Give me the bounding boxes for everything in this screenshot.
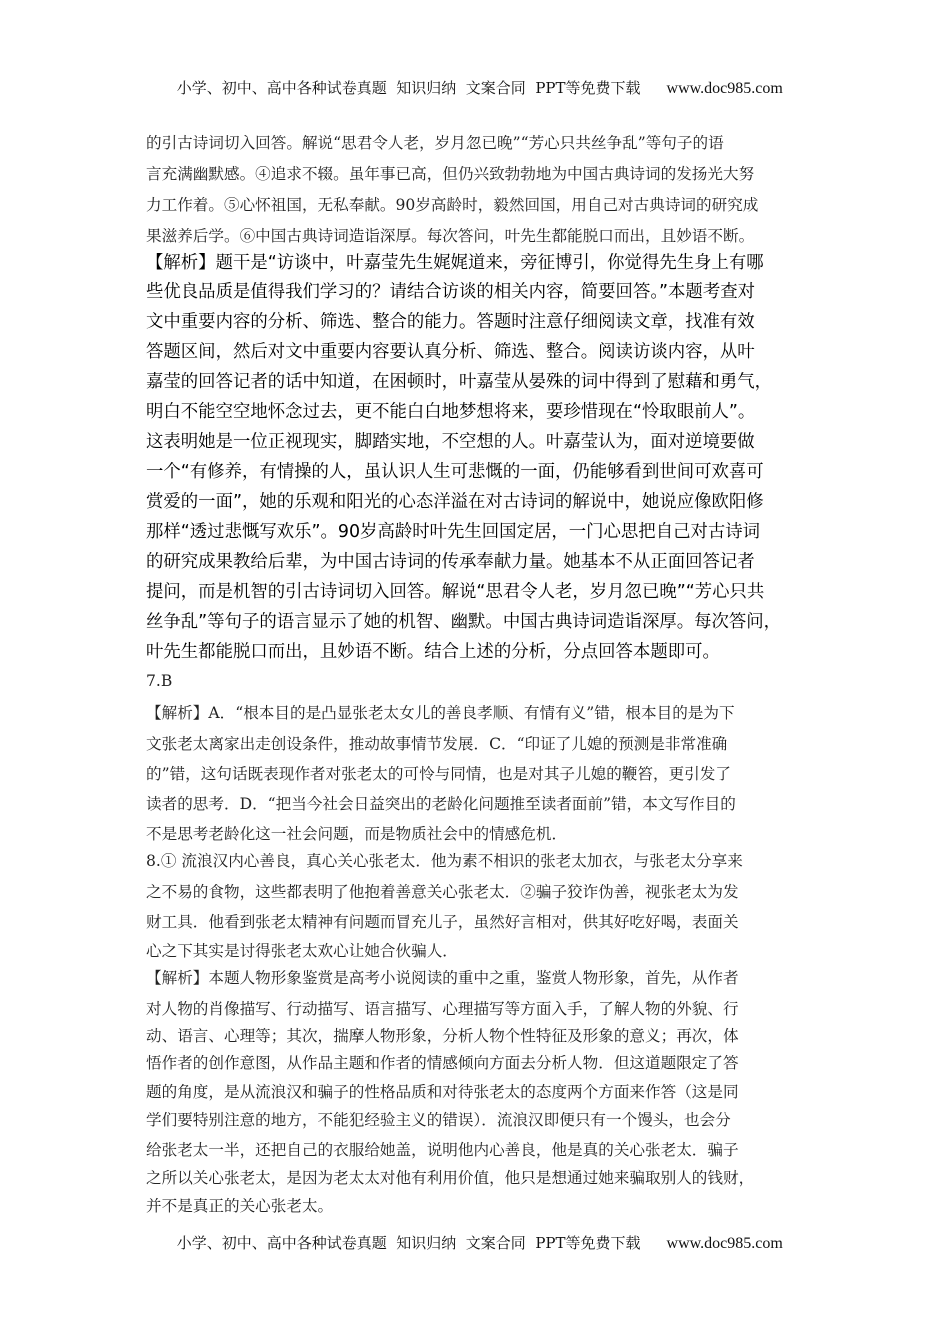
text-line: 悟作者的创作意图，从作品主题和作者的情感倾向方面去分析人物．但这道题限定了答 (146, 1054, 739, 1072)
text-line: 【解析】A．“根本目的是凸显张老太女儿的善良孝顺、有情有义”错，根本目的是为下 (146, 704, 735, 722)
text-line: 文张老太离家出走创设条件，推动故事情节发展．C．“印证了儿媳的预测是非常准确 (146, 735, 728, 753)
footer-text: 小学、初中、高中各种试卷真题 知识归纳 文案合同 PPT等免费下载 (176, 1234, 641, 1252)
text-line: 之不易的食物，这些都表明了他抱着善意关心张老太．②骗子狡诈伪善，视张老太为发 (146, 883, 739, 901)
header-site[interactable]: www.doc985.com (666, 80, 783, 97)
analysis-line: 一个“有修养，有情操的人，虽认识人生可悲慨的一面，仍能够看到世间可欢喜可 (146, 462, 764, 482)
page-header (0, 59, 950, 98)
text-line: 学们要特别注意的地方，不能犯经验主义的错误）．流浪汉即便只有一个馒头，也会分 (146, 1111, 731, 1129)
analysis-line: 丝争乱”等句子的语言显示了她的机智、幽默。中国古典诗词造诣深厚。每次答问， (146, 612, 782, 632)
text-line: 读者的思考．D．“把当今社会日益突出的老龄化问题推至读者面前”错，本文写作目的 (146, 795, 736, 813)
page-footer (0, 1214, 950, 1253)
text-line: 不是思考老龄化这一社会问题，而是物质社会中的情感危机． (146, 825, 568, 843)
text-line: 心之下其实是讨得张老太欢心让她合伙骗人． (146, 942, 458, 960)
analysis-line: 那样“透过悲慨写欢乐”。90岁高龄时叶先生回国定居，一门心思把自己对古诗词 (146, 522, 761, 542)
text-line: 并不是真正的关心张老太。 (146, 1197, 334, 1215)
analysis-line: 答题区间，然后对文中重要内容要认真分析、筛选、整合。阅读访谈内容，从叶 (146, 342, 755, 362)
analysis-line: 赏爱的一面”，她的乐观和阳光的心态洋溢在对古诗词的解说中，她说应像欧阳修 (146, 492, 764, 512)
analysis-line: 文中重要内容的分析、筛选、整合的能力。答题时注意仔细阅读文章，找准有效 (146, 312, 755, 332)
text-line: 8.① 流浪汉内心善良，真心关心张老太．他为素不相识的张老太加衣，与张老太分享来 (146, 852, 743, 870)
analysis-line: 些优良品质是值得我们学习的？请结合访谈的相关内容，简要回答。”本题考查对 (146, 282, 755, 302)
text-line: 财工具．他看到张老太精神有问题而冒充儿子，虽然好言相对，供其好吃好喝，表面关 (146, 913, 739, 931)
answer-number: 7.B (146, 672, 173, 690)
text-line: 对人物的肖像描写、行动描写、语言描写、心理描写等方面入手，了解人物的外貌、行 (146, 1000, 739, 1018)
text-line: 言充满幽默感。④追求不辍。虽年事已高，但仍兴致勃勃地为中国古典诗词的发扬光大努 (146, 165, 755, 183)
analysis-line: 这表明她是一位正视现实，脚踏实地，不空想的人。叶嘉莹认为，面对逆境要做 (146, 432, 755, 452)
text-line: 【解析】本题人物形象鉴赏是高考小说阅读的重中之重，鉴赏人物形象，首先，从作者 (146, 969, 739, 987)
analysis-line: 叶先生都能脱口而出，且妙语不断。结合上述的分析，分点回答本题即可。 (146, 642, 720, 662)
text-line: 力工作着。⑤心怀祖国，无私奉献。90岁高龄时，毅然回国，用自己对古典诗词的研究成 (146, 196, 759, 214)
header-text: 小学、初中、高中各种试卷真题 知识归纳 文案合同 PPT等免费下载 (176, 79, 641, 97)
text-line: 的”错，这句话既表现作者对张老太的可怜与同情，也是对其子儿媳的鞭笞，更引发了 (146, 765, 731, 783)
analysis-line: 【解析】题干是“访谈中，叶嘉莹先生娓娓道来，旁征博引，你觉得先生身上有哪 (146, 253, 764, 273)
analysis-line: 明白不能空空地怀念过去，更不能白白地梦想将来，要珍惜现在“怜取眼前人”。 (146, 402, 756, 422)
text-line: 题的角度，是从流浪汉和骗子的性格品质和对待张老太的态度两个方面来作答（这是同 (146, 1083, 739, 1101)
text-line: 之所以关心张老太，是因为老太太对他有利用价值，他只是想通过她来骗取别人的钱财， (146, 1169, 755, 1187)
text-line: 动、语言、心理等；其次，揣摩人物形象，分析人物个性特征及形象的意义；再次，体 (146, 1027, 739, 1045)
text-line: 果滋养后学。⑥中国古典诗词造诣深厚。每次答问，叶先生都能脱口而出，且妙语不断。 (146, 227, 755, 245)
analysis-line: 提问，而是机智的引古诗词切入回答。解说“思君令人老，岁月忽已晚”“芳心只共 (146, 582, 765, 602)
footer-site[interactable]: www.doc985.com (666, 1235, 783, 1252)
analysis-line: 嘉莹的回答记者的话中知道，在困顿时，叶嘉莹从晏殊的词中得到了慰藉和勇气， (146, 372, 773, 392)
analysis-line: 的研究成果教给后辈，为中国古诗词的传承奉献力量。她基本不从正面回答记者 (146, 552, 755, 572)
text-line: 的引古诗词切入回答。解说“思君令人老，岁月忽已晚”“芳心只共丝争乱”等句子的语 (146, 134, 724, 152)
text-line: 给张老太一半，还把自己的衣服给她盖，说明他内心善良，他是真的关心张老太．骗子 (146, 1141, 739, 1159)
